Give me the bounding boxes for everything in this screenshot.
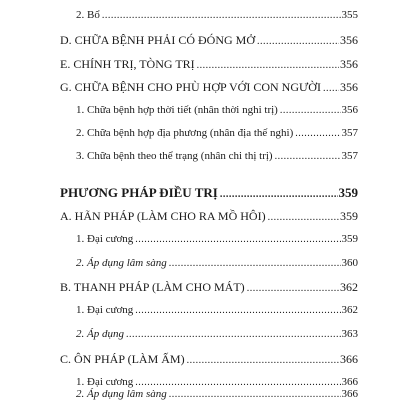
dot-leader (323, 84, 339, 94)
toc-entry-page: 357 (341, 150, 358, 162)
dot-leader (280, 106, 341, 116)
toc-entry-label: 2. Áp dụng (76, 328, 124, 340)
toc-entry-bo (76, 10, 358, 21)
toc-entry-page: 357 (341, 127, 358, 139)
dot-leader (135, 306, 340, 316)
toc-entry-page: 356 (340, 57, 358, 71)
toc-entry-a2 (76, 258, 358, 269)
toc-entry-page: 356 (340, 80, 358, 94)
dot-leader (220, 190, 338, 200)
dot-leader (268, 213, 339, 223)
toc-entry-label: 1. Đại cương (76, 376, 134, 388)
toc-entry-c1 (76, 377, 358, 388)
toc-entry-label: 1. Chữa bệnh hợp thời tiết (nhân thời nghi trị) (76, 104, 278, 116)
toc-entry-page: 363 (341, 328, 358, 340)
toc-entry-page: 362 (341, 304, 358, 316)
toc-entry-d (60, 34, 358, 47)
toc-entry-page: 359 (341, 233, 358, 245)
dot-leader (257, 37, 339, 47)
toc-entry-e (60, 58, 358, 71)
toc-entry-b1 (76, 305, 358, 316)
toc-entry-label: A. HÃN PHÁP (LÀM CHO RA MỒ HÔI) (60, 209, 266, 223)
toc-entry-g (60, 81, 358, 94)
toc-entry-label: B. THANH PHÁP (LÀM CHO MÁT) (60, 280, 245, 294)
toc-entry-page: 360 (341, 257, 358, 269)
toc-entry-label: 2. Áp dụng lâm sàng (76, 257, 167, 269)
toc-entry-g1 (76, 105, 358, 116)
toc-entry-b2 (76, 329, 358, 340)
dot-leader (187, 356, 339, 366)
dot-leader (169, 390, 341, 400)
toc-entry-label: 1. Đại cương (76, 233, 134, 245)
dot-leader (295, 129, 340, 139)
dot-leader (102, 11, 341, 21)
toc-entry-page: 359 (340, 209, 358, 223)
dot-leader (275, 152, 341, 162)
dot-leader (247, 284, 339, 294)
toc-chapter-page: 359 (338, 185, 358, 200)
toc-entry-label: G. CHỮA BỆNH CHO PHÙ HỢP VỚI CON NGƯỜI (60, 80, 321, 94)
toc-entry-page: 362 (340, 280, 358, 294)
toc-entry-label: 2. Bổ (76, 9, 100, 21)
toc-entry-g2 (76, 128, 358, 139)
dot-leader (169, 259, 341, 269)
toc-entry-page: 355 (341, 9, 358, 21)
toc-entry-page: 366 (341, 388, 358, 400)
toc-entry-label: 2. Áp dụng lâm sàng (76, 388, 167, 400)
toc-entry-label: E. CHÍNH TRỊ, TÒNG TRỊ (60, 57, 195, 71)
dot-leader (126, 330, 341, 340)
toc-entry-page: 356 (341, 104, 358, 116)
toc-entry-label: C. ÔN PHÁP (LÀM ẤM) (60, 352, 185, 366)
toc-entry-page: 366 (341, 376, 358, 388)
dot-leader (135, 235, 340, 245)
toc-chapter-heading (60, 186, 358, 200)
dot-leader (197, 61, 339, 71)
toc-entry-page: 356 (340, 33, 358, 47)
toc-chapter-label: PHƯƠNG PHÁP ĐIỀU TRỊ (60, 185, 218, 200)
dot-leader (135, 378, 340, 388)
toc-entry-a (60, 210, 358, 223)
toc-entry-label: 1. Đại cương (76, 304, 134, 316)
toc-entry-label: 2. Chữa bệnh hợp địa phương (nhân địa thế nghi) (76, 127, 294, 139)
toc-entry-c (60, 353, 358, 366)
toc-entry-page: 366 (340, 352, 358, 366)
toc-entry-label: D. CHỮA BỆNH PHẢI CÓ ĐÓNG MỞ (60, 33, 255, 47)
toc-entry-c2 (76, 389, 358, 400)
toc-entry-a1 (76, 234, 358, 245)
toc-entry-g3 (76, 151, 358, 162)
toc-entry-b (60, 281, 358, 294)
toc-entry-label: 3. Chữa bệnh theo thể trạng (nhân chi thị trị) (76, 150, 273, 162)
